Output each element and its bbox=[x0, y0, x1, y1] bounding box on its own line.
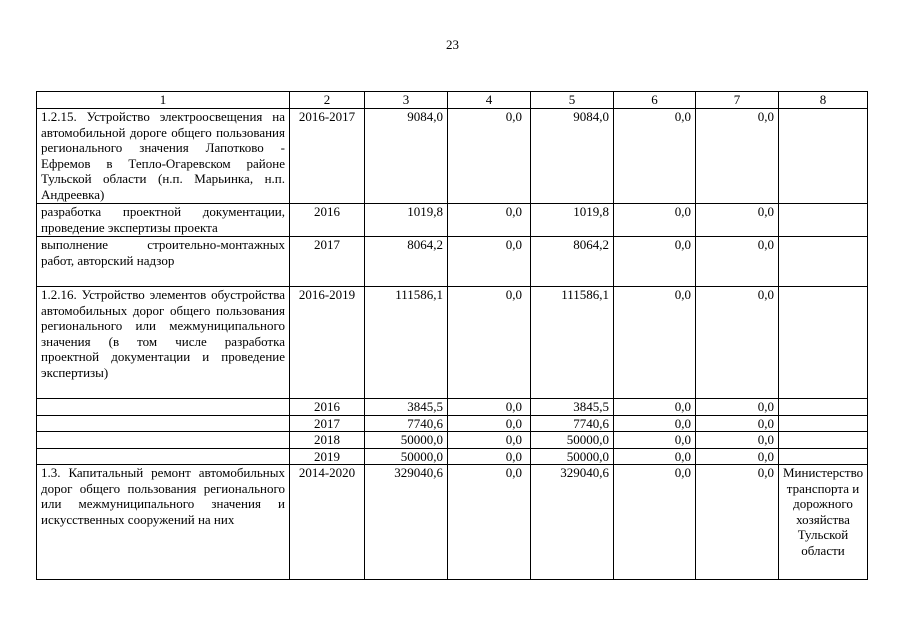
value-cell: 0,0 bbox=[614, 204, 696, 237]
value-cell: 0,0 bbox=[614, 109, 696, 204]
value-cell: 50000,0 bbox=[365, 448, 448, 465]
value-cell: 0,0 bbox=[448, 432, 531, 449]
description-cell: выполнение строительно-монтажных работ, авторский надзор bbox=[37, 237, 290, 287]
organization-cell: Министерство транспорта и дорожного хозяйства Тульской области bbox=[779, 465, 868, 580]
years-cell: 2016-2019 bbox=[290, 287, 365, 399]
value-cell: 0,0 bbox=[448, 287, 531, 399]
years-cell: 2017 bbox=[290, 237, 365, 287]
years-cell: 2014-2020 bbox=[290, 465, 365, 580]
value-cell: 0,0 bbox=[448, 415, 531, 432]
value-cell: 50000,0 bbox=[365, 432, 448, 449]
value-cell: 0,0 bbox=[614, 448, 696, 465]
description-cell bbox=[37, 415, 290, 432]
value-cell: 329040,6 bbox=[365, 465, 448, 580]
header-cell: 4 bbox=[448, 92, 531, 109]
value-cell: 111586,1 bbox=[365, 287, 448, 399]
organization-cell bbox=[779, 237, 868, 287]
header-cell: 8 bbox=[779, 92, 868, 109]
table-row bbox=[37, 432, 868, 449]
table-row bbox=[37, 415, 868, 432]
data-table bbox=[36, 91, 868, 580]
value-cell: 7740,6 bbox=[365, 415, 448, 432]
value-cell: 8064,2 bbox=[365, 237, 448, 287]
value-cell: 1019,8 bbox=[531, 204, 614, 237]
organization-cell bbox=[779, 109, 868, 204]
value-cell: 0,0 bbox=[614, 287, 696, 399]
table-row bbox=[37, 448, 868, 465]
years-cell: 2017 bbox=[290, 415, 365, 432]
value-cell: 0,0 bbox=[696, 448, 779, 465]
description-cell bbox=[37, 448, 290, 465]
description-cell: 1.3. Капитальный ремонт автомобильных дорог общего пользования регионального или межмуниципального значения и искусственных сооружений на них bbox=[37, 465, 290, 580]
value-cell: 0,0 bbox=[696, 237, 779, 287]
value-cell: 0,0 bbox=[696, 415, 779, 432]
value-cell: 0,0 bbox=[614, 415, 696, 432]
value-cell: 0,0 bbox=[696, 287, 779, 399]
organization-cell bbox=[779, 399, 868, 416]
value-cell: 0,0 bbox=[614, 399, 696, 416]
value-cell: 0,0 bbox=[696, 204, 779, 237]
description-cell bbox=[37, 432, 290, 449]
organization-cell bbox=[779, 287, 868, 399]
table-row bbox=[37, 287, 868, 399]
organization-cell bbox=[779, 415, 868, 432]
table-row bbox=[37, 237, 868, 287]
table-header-row bbox=[37, 92, 868, 109]
header-cell: 7 bbox=[696, 92, 779, 109]
value-cell: 0,0 bbox=[696, 465, 779, 580]
value-cell: 0,0 bbox=[614, 237, 696, 287]
value-cell: 9084,0 bbox=[531, 109, 614, 204]
value-cell: 50000,0 bbox=[531, 448, 614, 465]
description-cell: разработка проектной документации, проведение экспертизы проекта bbox=[37, 204, 290, 237]
description-cell: 1.2.15. Устройство электроосвещения на автомобильной дороге общего пользования регионального значения Лапотково - Ефремов в Тепло-Огаревском районе Тульской области (н.п. Марьинка, н.п. Андреевка) bbox=[37, 109, 290, 204]
value-cell: 0,0 bbox=[448, 399, 531, 416]
value-cell: 3845,5 bbox=[531, 399, 614, 416]
value-cell: 111586,1 bbox=[531, 287, 614, 399]
header-cell: 5 bbox=[531, 92, 614, 109]
value-cell: 0,0 bbox=[696, 432, 779, 449]
value-cell: 0,0 bbox=[448, 465, 531, 580]
value-cell: 0,0 bbox=[614, 432, 696, 449]
organization-cell bbox=[779, 448, 868, 465]
value-cell: 0,0 bbox=[448, 237, 531, 287]
organization-cell bbox=[779, 204, 868, 237]
years-cell: 2016 bbox=[290, 204, 365, 237]
description-cell bbox=[37, 399, 290, 416]
table-row bbox=[37, 204, 868, 237]
value-cell: 8064,2 bbox=[531, 237, 614, 287]
header-cell: 3 bbox=[365, 92, 448, 109]
value-cell: 0,0 bbox=[448, 109, 531, 204]
value-cell: 0,0 bbox=[448, 448, 531, 465]
value-cell: 0,0 bbox=[696, 109, 779, 204]
value-cell: 1019,8 bbox=[365, 204, 448, 237]
value-cell: 329040,6 bbox=[531, 465, 614, 580]
value-cell: 0,0 bbox=[614, 465, 696, 580]
page-number: 23 bbox=[446, 37, 459, 52]
value-cell: 9084,0 bbox=[365, 109, 448, 204]
value-cell: 7740,6 bbox=[531, 415, 614, 432]
header-cell: 6 bbox=[614, 92, 696, 109]
years-cell: 2019 bbox=[290, 448, 365, 465]
years-cell: 2018 bbox=[290, 432, 365, 449]
table-row bbox=[37, 399, 868, 416]
years-cell: 2016-2017 bbox=[290, 109, 365, 204]
value-cell: 0,0 bbox=[696, 399, 779, 416]
header-cell: 1 bbox=[37, 92, 290, 109]
header-cell: 2 bbox=[290, 92, 365, 109]
organization-cell bbox=[779, 432, 868, 449]
value-cell: 50000,0 bbox=[531, 432, 614, 449]
description-cell: 1.2.16. Устройство элементов обустройства автомобильных дорог общего пользования регионального или межмуниципального значения (в том числе разработка проектной документации и проведение экспертизы) bbox=[37, 287, 290, 399]
table-row bbox=[37, 465, 868, 580]
value-cell: 0,0 bbox=[448, 204, 531, 237]
table-row bbox=[37, 109, 868, 204]
value-cell: 3845,5 bbox=[365, 399, 448, 416]
years-cell: 2016 bbox=[290, 399, 365, 416]
